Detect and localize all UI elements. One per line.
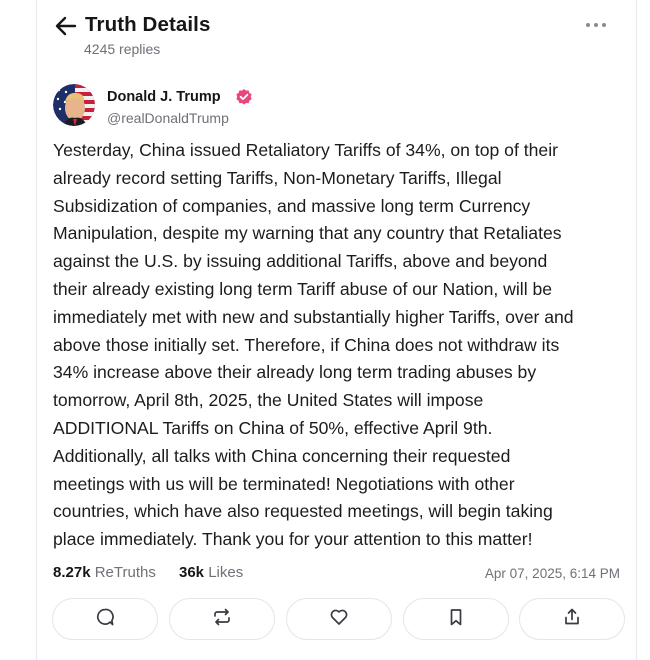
avatar[interactable] bbox=[53, 84, 95, 126]
author-handle[interactable]: @realDonaldTrump bbox=[107, 110, 229, 126]
reply-button[interactable] bbox=[52, 598, 158, 640]
retruth-button[interactable] bbox=[169, 598, 275, 640]
likes-count: 36k bbox=[179, 564, 205, 581]
post-line: ADDITIONAL Tariffs on China of 50%, effective April 9th. bbox=[53, 417, 493, 438]
heart-icon bbox=[329, 607, 349, 632]
post-line: above those initially set. Therefore, if China does not withdraw its bbox=[53, 334, 560, 355]
post-line: meetings with us will be terminated! Negotiations with other bbox=[53, 473, 515, 494]
post-line: against the U.S. by issuing additional Tariffs, above and beyond bbox=[53, 251, 548, 272]
replies-count: 4245 replies bbox=[84, 41, 161, 57]
retruths-stat[interactable] bbox=[53, 564, 156, 581]
post-stats bbox=[53, 564, 620, 586]
comment-icon bbox=[95, 607, 115, 632]
repost-icon bbox=[212, 607, 232, 632]
like-button[interactable] bbox=[286, 598, 392, 640]
post-timestamp: Apr 07, 2025, 6:14 PM bbox=[484, 566, 620, 581]
likes-stat[interactable] bbox=[179, 564, 243, 581]
likes-label: Likes bbox=[208, 564, 244, 581]
post-body bbox=[53, 137, 631, 554]
more-horizontal-icon[interactable] bbox=[584, 16, 608, 34]
bookmark-icon bbox=[446, 607, 466, 632]
retruths-label: ReTruths bbox=[94, 564, 156, 581]
verified-badge-icon bbox=[235, 88, 253, 106]
share-button[interactable] bbox=[519, 598, 625, 640]
post-line: Yesterday, China issued Retaliatory Tariffs of 34%, on top of their bbox=[53, 140, 558, 160]
post-line: their already existing long term Tariff abuse of our Nation, will be bbox=[53, 278, 553, 299]
action-bar bbox=[52, 598, 625, 642]
truth-details-panel bbox=[36, 0, 637, 660]
post-line: Additionally, all talks with China concerning their requested bbox=[53, 445, 511, 466]
arrow-left-icon[interactable] bbox=[54, 15, 78, 37]
page-title: Truth Details bbox=[85, 13, 211, 36]
bookmark-button[interactable] bbox=[403, 598, 509, 640]
retruths-count: 8.27k bbox=[53, 564, 91, 581]
post-line: Subsidization of companies, and massive long term Currency bbox=[53, 195, 531, 216]
post-line: tomorrow, April 8th, 2025, the United States will impose bbox=[53, 390, 484, 411]
post-line: Manipulation, despite my warning that any country that Retaliates bbox=[53, 223, 562, 244]
post-line: already record setting Tariffs, Non-Monetary Tariffs, Illegal bbox=[53, 167, 502, 188]
post-line: immediately met with new and substantially higher Tariffs, over and bbox=[53, 306, 574, 327]
post-line: 34% increase above their already long term trading abuses by bbox=[53, 362, 537, 383]
post-line: countries, which have also requested meetings, will begin taking bbox=[53, 501, 553, 522]
post-line: place immediately. Thank you for your attention to this matter! bbox=[53, 529, 533, 550]
share-icon bbox=[562, 607, 582, 632]
post-author bbox=[53, 84, 620, 130]
page-header bbox=[54, 12, 620, 62]
author-name[interactable]: Donald J. Trump bbox=[107, 89, 221, 105]
